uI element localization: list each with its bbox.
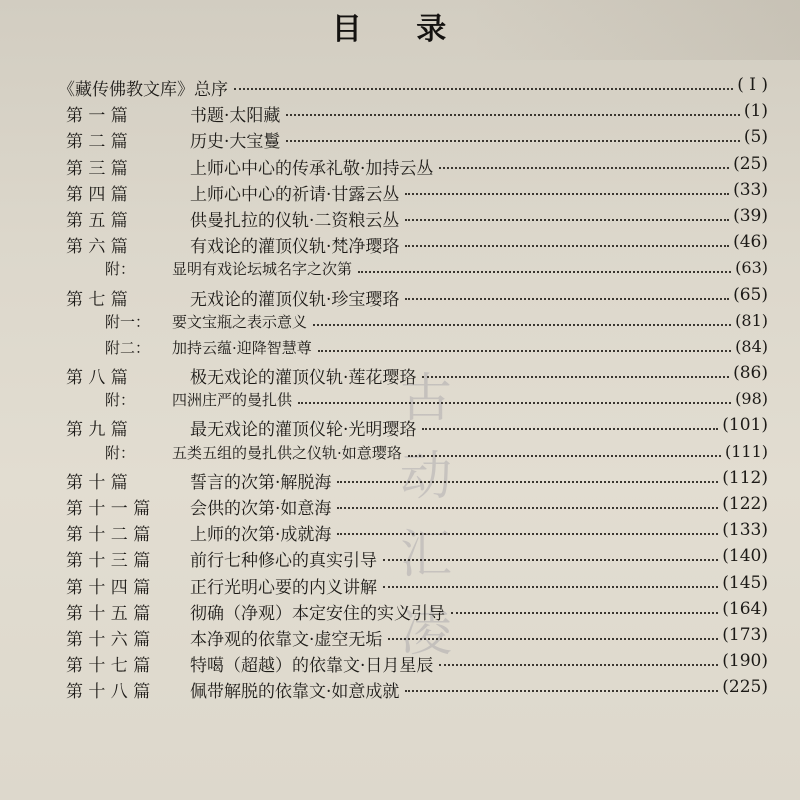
toc-row (0, 414, 800, 440)
toc-chapter-number: 第 六 篇 (66, 237, 128, 258)
toc-page-number: (63) (735, 258, 768, 278)
toc-chapter-number: 附一： (105, 312, 151, 331)
toc-entry-title: 极无戏论的灌顶仪轨·莲花璎珞 (190, 368, 417, 389)
toc-dot-leader (405, 245, 729, 247)
page-title: 目 录 (331, 12, 469, 47)
toc-appendix-row (0, 336, 800, 362)
toc-page-number: ( I ) (737, 75, 768, 95)
toc-row (0, 598, 800, 624)
toc-chapter-number: 第 一 篇 (66, 106, 128, 127)
toc-chapter-number: 第 十 四 篇 (66, 577, 151, 598)
toc-page-number: (133) (722, 520, 768, 541)
toc-page-number: (190) (722, 651, 768, 672)
toc-dot-leader (337, 507, 718, 509)
toc-dot-leader (451, 612, 718, 614)
table-of-contents (0, 74, 800, 703)
toc-entry-title: 无戏论的灌顶仪轨·珍宝璎珞 (190, 289, 400, 310)
toc-appendix-row (0, 388, 800, 414)
toc-row (0, 231, 800, 257)
toc-entry-title: 五类五组的曼扎供之仪轨·如意璎珞 (172, 443, 402, 462)
toc-chapter-number: 附： (105, 260, 136, 279)
toc-chapter-number: 第 八 篇 (66, 368, 128, 389)
toc-page-number: (33) (733, 179, 768, 200)
toc-chapter-number: 第 十 六 篇 (66, 629, 151, 650)
toc-entry-title: 最无戏论的灌顶仪轮·光明璎珞 (190, 420, 417, 441)
toc-page-number: (39) (733, 205, 768, 226)
toc-row (0, 153, 800, 179)
toc-row (0, 650, 800, 676)
toc-dot-leader (318, 350, 731, 352)
toc-appendix-row (0, 257, 800, 283)
toc-chapter-number: 第 十 七 篇 (66, 656, 151, 677)
toc-chapter-number: 第 五 篇 (66, 210, 128, 231)
toc-dot-leader (422, 428, 718, 430)
toc-entry-title: 上师心中心的传承礼敬·加持云丛 (190, 158, 434, 179)
toc-appendix-row (0, 441, 800, 467)
toc-dot-leader (439, 664, 718, 666)
toc-page-number: (173) (722, 624, 768, 645)
toc-row (0, 572, 800, 598)
toc-dot-leader (337, 533, 718, 535)
toc-chapter-number: 第 七 篇 (66, 289, 128, 310)
toc-page-number: (164) (722, 598, 768, 619)
toc-chapter-number: 第 十 八 篇 (66, 682, 151, 703)
toc-row (0, 205, 800, 231)
toc-page-number: (5) (743, 127, 768, 148)
toc-entry-title: 有戏论的灌顶仪轨·梵净璎珞 (190, 237, 400, 258)
toc-row (0, 519, 800, 545)
watermark-stamp: 古 动 汇 凌 (400, 369, 453, 663)
toc-chapter-number: 第 十 篇 (66, 472, 128, 493)
toc-page-number: (25) (733, 153, 768, 174)
toc-dot-leader (358, 271, 731, 273)
toc-dot-leader (388, 638, 718, 640)
toc-chapter-number: 第 十 三 篇 (66, 551, 151, 572)
toc-dot-leader (422, 376, 729, 378)
toc-entry-title: 特噶（超越）的依靠文·日月星辰 (190, 656, 434, 677)
toc-page-number: (111) (724, 441, 768, 461)
toc-row (0, 676, 800, 702)
toc-dot-leader (298, 402, 731, 404)
toc-dot-leader (439, 167, 729, 169)
toc-entry-title: 显明有戏论坛城名字之次第 (172, 260, 353, 279)
toc-dot-leader (405, 193, 729, 195)
toc-page-number: (225) (722, 677, 768, 698)
toc-row (0, 100, 800, 126)
toc-page-number: (1) (743, 101, 768, 122)
toc-entry-title: 上师心中心的祈请·甘露云丛 (190, 184, 400, 205)
toc-chapter-number: 第 十 一 篇 (66, 499, 151, 519)
toc-row (0, 467, 800, 493)
toc-row (0, 493, 800, 519)
toc-entry-title: 历史·大宝鬘 (190, 132, 281, 153)
toc-dot-leader (383, 586, 718, 588)
toc-dot-leader (405, 690, 718, 692)
toc-entry-title: 彻确（净观）本定安住的实义引导 (190, 603, 445, 624)
toc-entry-title: 《藏传佛教文库》总序 (58, 80, 228, 100)
toc-dot-leader (286, 140, 740, 142)
toc-page-number: (145) (722, 572, 768, 593)
toc-entry-title: 书题·太阳藏 (190, 106, 281, 127)
toc-row (0, 362, 800, 388)
toc-dot-leader (337, 481, 718, 483)
toc-page-number: (140) (722, 546, 768, 567)
toc-page-number: (81) (735, 310, 768, 330)
toc-dot-leader (286, 114, 740, 116)
toc-entry-title: 前行七种修心的真实引导 (190, 551, 377, 572)
toc-dot-leader (234, 88, 733, 90)
toc-dot-leader (405, 298, 729, 300)
toc-row (0, 545, 800, 571)
toc-chapter-number: 附： (105, 443, 136, 462)
toc-dot-leader (313, 324, 731, 326)
toc-row (0, 126, 800, 152)
toc-page-number: (122) (722, 494, 768, 514)
toc-entry-title: 加持云蕴·迎降智慧尊 (172, 338, 312, 357)
toc-page-number: (86) (733, 363, 768, 384)
toc-chapter-number: 第 九 篇 (66, 420, 128, 441)
toc-chapter-number: 第 二 篇 (66, 132, 128, 153)
toc-row (0, 179, 800, 205)
toc-chapter-number: 第 四 篇 (66, 184, 128, 205)
toc-page-number: (98) (735, 389, 768, 409)
toc-entry-title: 供曼扎拉的仪轨·二资粮云丛 (190, 210, 400, 231)
toc-row (0, 284, 800, 310)
toc-row (0, 74, 800, 100)
toc-entry-title: 要文宝瓶之表示意义 (172, 312, 308, 331)
toc-chapter-number: 第 十 二 篇 (66, 525, 151, 546)
toc-page-number: (84) (735, 336, 768, 356)
toc-chapter-number: 第 十 五 篇 (66, 603, 151, 624)
toc-entry-title: 上师的次第·成就海 (190, 525, 332, 546)
toc-appendix-row (0, 310, 800, 336)
toc-chapter-number: 附二： (105, 338, 151, 357)
toc-chapter-number: 第 三 篇 (66, 158, 128, 179)
toc-dot-leader (408, 455, 721, 457)
toc-dot-leader (383, 559, 718, 561)
toc-page-number: (65) (733, 284, 768, 305)
toc-entry-title: 四洲庄严的曼扎供 (172, 391, 293, 410)
toc-chapter-number: 附： (105, 391, 136, 410)
toc-page-number: (101) (722, 415, 768, 436)
toc-page-number: (46) (733, 232, 768, 253)
toc-entry-title: 佩带解脱的依靠文·如意成就 (190, 682, 400, 703)
toc-entry-title: 正行光明心要的内义讲解 (190, 577, 377, 598)
toc-dot-leader (405, 219, 729, 221)
toc-entry-title: 会供的次第·如意海 (190, 499, 332, 519)
toc-entry-title: 本净观的依靠文·虚空无垢 (190, 629, 383, 650)
toc-entry-title: 誓言的次第·解脱海 (190, 472, 332, 493)
toc-row (0, 624, 800, 650)
toc-page-number: (112) (722, 467, 768, 488)
